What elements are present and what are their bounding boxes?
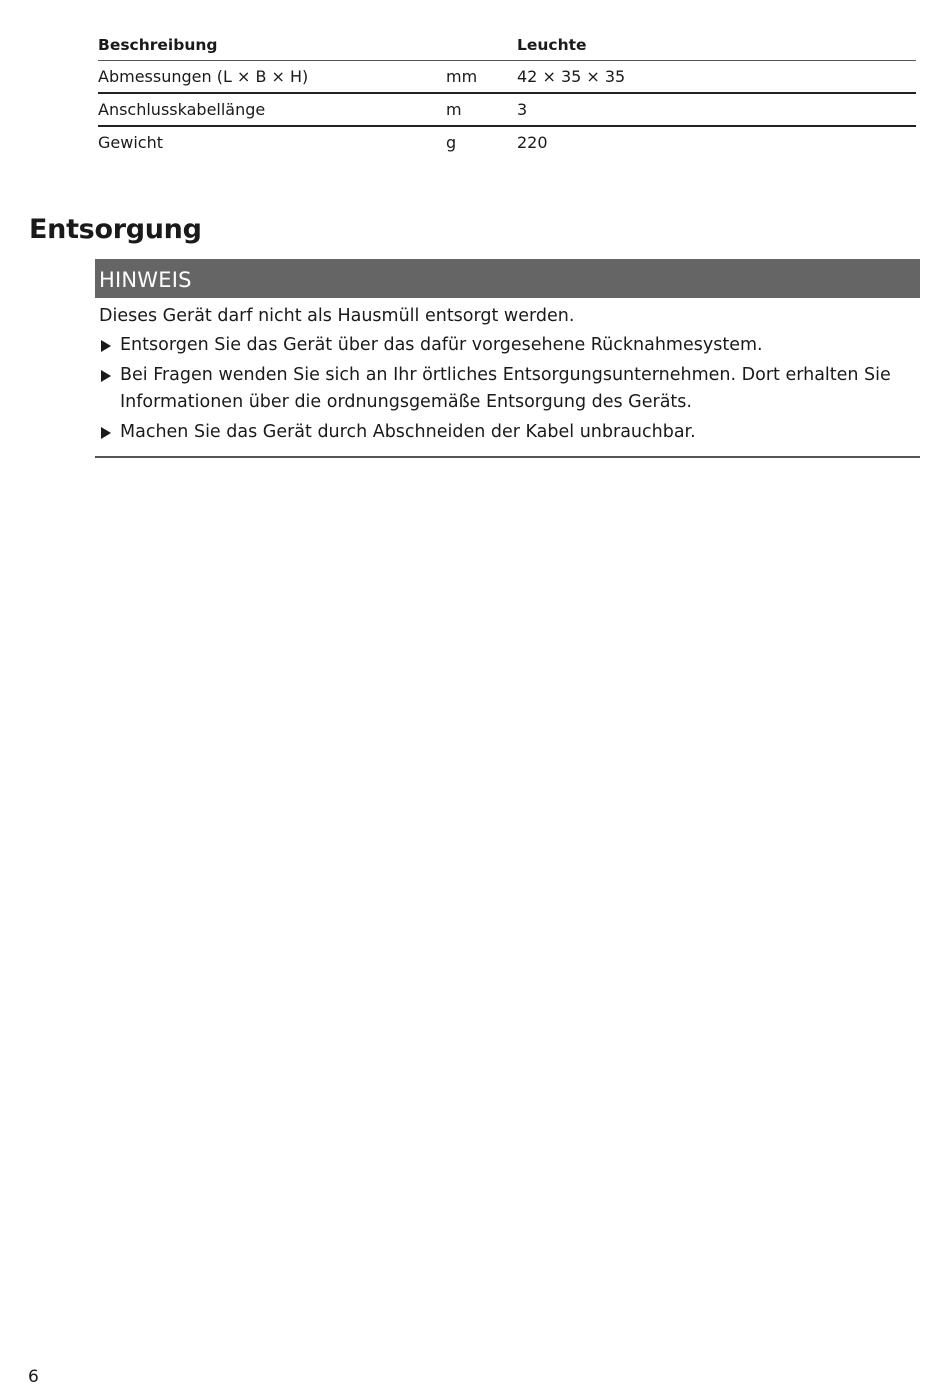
cell-description: Gewicht bbox=[98, 133, 163, 152]
list-item bbox=[99, 362, 920, 416]
specs-table bbox=[98, 34, 916, 158]
list-item bbox=[99, 419, 920, 446]
list-item-text: Bei Fragen wenden Sie sich an Ihr örtliches Entsorgungsunternehmen. Dort erhalten Sie Informationen über die ordnungsgemäße Entsorgung des Geräts. bbox=[120, 365, 891, 412]
list-item-text: Machen Sie das Gerät durch Abschneiden der Kabel unbrauchbar. bbox=[120, 422, 696, 442]
cell-value: 42 × 35 × 35 bbox=[517, 61, 916, 94]
cell-description: Anschlusskabellänge bbox=[98, 93, 446, 126]
cell-unit: m bbox=[446, 93, 517, 126]
table-row bbox=[98, 126, 916, 158]
notice-body bbox=[95, 303, 920, 446]
header-value: Leuchte bbox=[517, 34, 916, 61]
list-item bbox=[99, 332, 920, 359]
notice-label: HINWEIS bbox=[95, 259, 920, 298]
specs-header-row bbox=[98, 34, 916, 61]
table-row bbox=[98, 93, 916, 126]
triangle-right-icon bbox=[101, 370, 111, 382]
table-row bbox=[98, 61, 916, 94]
cell-value: 220 bbox=[517, 133, 548, 152]
list-item-text: Entsorgen Sie das Gerät über das dafür vorgesehene Rücknahmesystem. bbox=[120, 335, 763, 355]
header-description: Beschreibung bbox=[98, 34, 446, 61]
cell-unit: g bbox=[446, 133, 457, 152]
notice-box bbox=[95, 259, 920, 458]
notice-list bbox=[99, 332, 920, 446]
triangle-right-icon bbox=[101, 427, 111, 439]
header-unit bbox=[446, 34, 517, 61]
cell-description: Abmessungen (L × B × H) bbox=[98, 61, 446, 94]
cell-value: 3 bbox=[517, 93, 916, 126]
triangle-right-icon bbox=[101, 340, 111, 352]
section-title: Entsorgung bbox=[29, 214, 202, 245]
notice-intro: Dieses Gerät darf nicht als Hausmüll entsorgt werden. bbox=[99, 306, 575, 326]
cell-unit: mm bbox=[446, 61, 517, 94]
page-number: 6 bbox=[28, 1367, 39, 1387]
